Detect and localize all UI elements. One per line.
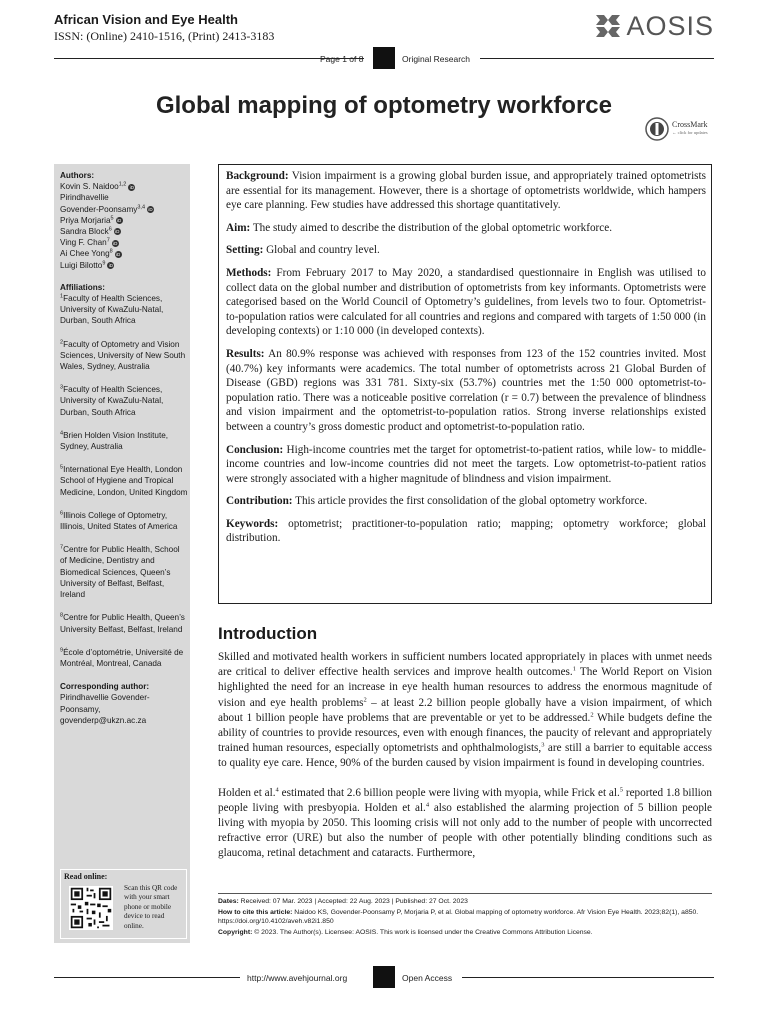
introduction-heading: Introduction [218,624,318,643]
affiliation-number: 7 [60,544,64,551]
citation-ref[interactable]: 1 [572,665,576,673]
affiliation-item [60,647,188,669]
affiliation-number: 2 [60,338,64,345]
orcid-icon[interactable]: iD [116,251,121,257]
affiliation-number: 1 [60,293,64,300]
citation-ref[interactable]: 4 [425,801,430,809]
affiliations-heading: Affiliations: [60,282,106,292]
author-item [60,260,188,271]
cite-line [218,908,712,927]
crossmark-badge[interactable] [645,117,708,141]
citation-ref[interactable]: 2 [590,711,594,719]
article-meta [218,897,712,938]
paragraph-text: reported 1.8 billion people living with presbyopia. Holden et al. [218,786,712,814]
affiliation-text: Centre for Public Health, Queen’s University Belfast, Belfast, Ireland [60,613,185,634]
corresponding-email[interactable]: govenderp@ukzn.ac.za [60,715,147,725]
author-list [60,181,188,271]
affiliation-item [60,339,188,373]
meta-text: Received: 07 Mar. 2023 | Accepted: 22 Aug. 2023 | Published: 27 Oct. 2023 [240,898,468,905]
paragraph [218,650,712,772]
abstract-background [226,169,706,213]
abstract-text: The study aimed to describe the distribution of the global optometric workforce. [252,221,612,234]
paragraph-text: The World Report on Vision highlighted the need for an increase in eye health human resources to address the enormous magnitude of vision and eye health problems [218,666,712,709]
author-name: Ai Chee Yong [60,249,110,259]
corresponding-name: Pirindhavellie Govender-Poonsamy, [60,693,150,714]
abstract-text: Global and country level. [266,244,380,257]
author-name: Pirindhavellie [60,193,109,203]
read-online-text: Scan this QR code with your smart phone or mobile device to read online. [124,884,178,930]
meta-rule [218,893,712,894]
affiliation-text: Illinois College of Optometry, Illinois, United States of America [60,510,178,532]
abstract-text: High-income countries met the target for optometrist-to-patient ratios, while low- to middle-income countries and low-income countries did not meet the targets. Low optometrist-to-patient ratios were strongly associated with a higher magnitude of blindness and vision impairment. [226,443,706,485]
author-item [60,237,188,248]
abstract-text: optometrist; practitioner-to-population ratio; mapping; optometry workforce; global distribution. [226,517,707,545]
abstract-text: This article provides the first consolidation of the global optometry workforce. [295,495,648,508]
affiliation-item [60,544,188,600]
footer-rule-left [54,977,240,978]
paragraph-text: While budgets define the ability of countries to provide resources, even with enough finances, the paucity of relevant and appropriately trained human resources, especially optometrists and ophthalmologists, [218,711,712,755]
abstract-label: Contribution: [226,495,293,508]
abstract-text: An 80.9% response was achieved with responses from 123 of the 152 countries invited. Most (40.7%) key informants were academics. The total number of optometrists across 21 Global Burden of Disease (GBD) regions was 331 781. Sixty-six (53.7%) countries met the 1:50 000 optometrist-to-population ratio. There was a noticeable positive correlation (r = 0.7) between the prevalence of blindness and vision impairment and the optometrist-to-population ratios. Strong inverse relationships existed between a country’s gross domestic product and optometrist-to-population ratio. [226,347,706,433]
affiliation-text: Faculty of Optometry and Vision Sciences, University of New South Wales, Sydney, Australia [60,339,186,372]
paragraph-text: are still a barrier to equitable access to quality eye care. Hence, 90% of the burden caused by vision impairment is found in developing countries. [218,742,712,770]
author-affiliation-sup: 7 [106,237,110,244]
journal-title: African Vision and Eye Health [54,12,238,27]
article-type: Original Research [402,54,471,64]
meta-label: Dates: [218,898,239,905]
paragraph-text: also established the alarming projection of 5 billion people living with myopia by 2050. This looming crisis will not only add to the number of people with uncorrected refractive error (URE) but also the number of people with other potentially blinding conditions such as glaucoma, retinal detachment and cataracts. Furthermore, [218,801,712,860]
header-block [373,47,395,69]
author-affiliation-sup: 8 [109,248,113,255]
affiliation-item [60,612,188,634]
affiliation-item [60,293,188,327]
author-affiliation-sup: 5 [110,215,114,222]
author-item [60,226,188,237]
abstract-label: Background: [226,170,289,182]
abstract-label: Aim: [226,221,251,234]
author-item [60,204,188,215]
abstract-text: From February 2017 to May 2020, a standardised questionnaire in English was utilised to collect data on the global number and distribution of optometrists from key informants. Optometrists were categorised based on the World Council of Optometry’s guidelines, from levels two to four. Optometrist-to-population ratios were calculated for all countries and regions and compared with targets of 1:50 000 (in developing contexts) or 1:10 000 (in developed contexts). [226,266,707,338]
publisher-name: AOSIS [626,10,714,41]
dates-line [218,897,712,907]
affiliation-number: 3 [60,384,64,391]
meta-text[interactable]: Naidoo KS, Govender-Poonsamy P, Morjaria P, et al. Global mapping of optometry workforce. Afr Vision Eye Health. 2023;82(1), a850. https://doi.org/10.4102/aveh.v82i1.850 [218,908,699,926]
affiliation-text: Faculty of Health Sciences, University of KwaZulu-Natal, Durban, South Africa [60,294,164,326]
abstract-keywords [226,517,706,546]
abstract-label: Setting: [226,244,264,257]
author-name: Priya Morjaria [60,215,111,225]
affiliation-number: 9 [60,646,64,653]
open-access: Open Access [402,973,453,983]
author-item [60,192,188,203]
affiliation-list [60,293,188,669]
journal-url[interactable]: http://www.avehjournal.org [247,973,348,983]
author-item [60,181,188,192]
meta-text: © 2023. The Author(s). Licensee: AOSIS. This work is licensed under the Creative Commons Attribution License. [254,928,593,936]
orcid-icon[interactable]: iD [116,218,122,224]
author-name: Kovin S. Naidoo [60,182,119,192]
paragraph-text: estimated that 2.6 billion people were living with myopia, while Frick et al. [278,786,620,799]
citation-ref[interactable]: 2 [363,695,367,703]
abstract-label: Conclusion: [226,443,284,456]
author-item [60,248,188,259]
header-rule-right [480,58,714,59]
abstract-box [218,164,712,604]
page-number: Page 1 of 8 [320,54,364,64]
abstract-contribution [226,494,706,509]
paragraph-text: Holden et al. [218,786,276,799]
crossmark-icon [645,117,669,141]
authors-heading: Authors: [60,171,95,180]
qr-code-icon[interactable] [69,886,113,930]
read-online-heading: Read online: [64,872,108,881]
author-affiliation-sup: 6 [108,226,112,233]
affiliation-text: École d’optométrie, Université de Montréal, Montreal, Canada [60,647,184,668]
abstract-label: Methods: [226,266,272,279]
corresponding-heading: Corresponding author: [60,682,150,692]
affiliation-item [60,384,188,418]
paragraph-text: Skilled and motivated health workers in sufficient numbers located appropriately in places with unmet needs are critical to deliver effective health services and improve health outcomes. [218,651,712,679]
affiliation-text: International Eye Health, London School of Hygiene and Tropical Medicine, London, United Kingdom [60,465,188,497]
affiliation-number: 8 [60,612,64,619]
citation-ref[interactable]: 4 [275,785,279,793]
article-title: Global mapping of optometry workforce [155,92,613,119]
author-name: Sandra Block [60,227,109,237]
orcid-icon[interactable]: iD [148,206,153,212]
abstract-text: Vision impairment is a growing global burden issue, and appropriately trained optometrists are essential for its management. However, there is a shortage of optometrists worldwide, which hampers eye care planning. Few studies have addressed this shortage quantitatively. [226,170,706,212]
abstract-aim [226,221,706,236]
abstract-methods [226,266,706,339]
affiliation-text: Faculty of Health Sciences, University of KwaZulu-Natal, Durban, South Africa [60,385,164,417]
copyright-line [218,928,712,938]
abstract-label: Keywords: [226,517,279,530]
meta-label: How to cite this article: [218,908,293,916]
author-name: Ving F. Chan [60,238,107,248]
abstract-setting [226,243,706,258]
affiliation-number: 5 [60,464,64,471]
author-affiliation-sup: 1,2 [118,181,127,188]
affiliation-text: Brien Holden Vision Institute, Sydney, Australia [60,430,169,452]
affiliation-number: 6 [60,510,64,517]
affiliation-item [60,430,188,452]
header-rule-left [54,58,364,59]
abstract-results [226,347,706,435]
citation-ref[interactable]: 5 [619,785,624,793]
orcid-icon[interactable]: iD [129,184,134,190]
author-affiliation-sup: 3,4 [137,203,146,210]
citation-ref[interactable]: 3 [541,741,545,749]
aosis-logo-icon [594,13,622,39]
paragraph-text: – at least 2.2 billion people globally have a vision impairment, of which about 1 billion people have problems that are preventable or yet to be addressed. [218,696,712,724]
sidebar [54,164,190,943]
orcid-icon[interactable]: iD [113,240,118,246]
meta-label: Copyright: [218,928,253,936]
publisher-logo[interactable] [594,12,714,40]
affiliation-text: Centre for Public Health, School of Medicine, Dentistry and Biomedical Sciences, Queen’s University of Belfast, Belfast, Ireland [60,545,180,600]
read-online-box [60,869,187,939]
abstract-label: Results: [226,347,265,360]
introduction-body [218,650,712,876]
affiliation-item [60,464,188,498]
author-name: Govender-Poonsamy [60,204,138,214]
orcid-icon[interactable]: iD [108,262,114,268]
abstract-conclusion [226,443,706,487]
orcid-icon[interactable]: iD [115,229,120,235]
crossmark-label: CrossMark [672,120,708,129]
affiliation-number: 4 [60,430,64,437]
author-item [60,215,188,226]
issn: ISSN: (Online) 2410-1516, (Print) 2413-3183 [54,29,275,43]
affiliation-item [60,510,188,532]
author-name: Luigi Bilotto [60,260,103,270]
crossmark-sub: ← click for updates [672,130,708,135]
footer-rule-right [462,977,714,978]
footer-block [373,966,395,988]
paragraph [218,786,712,862]
author-affiliation-sup: 9 [102,259,106,266]
